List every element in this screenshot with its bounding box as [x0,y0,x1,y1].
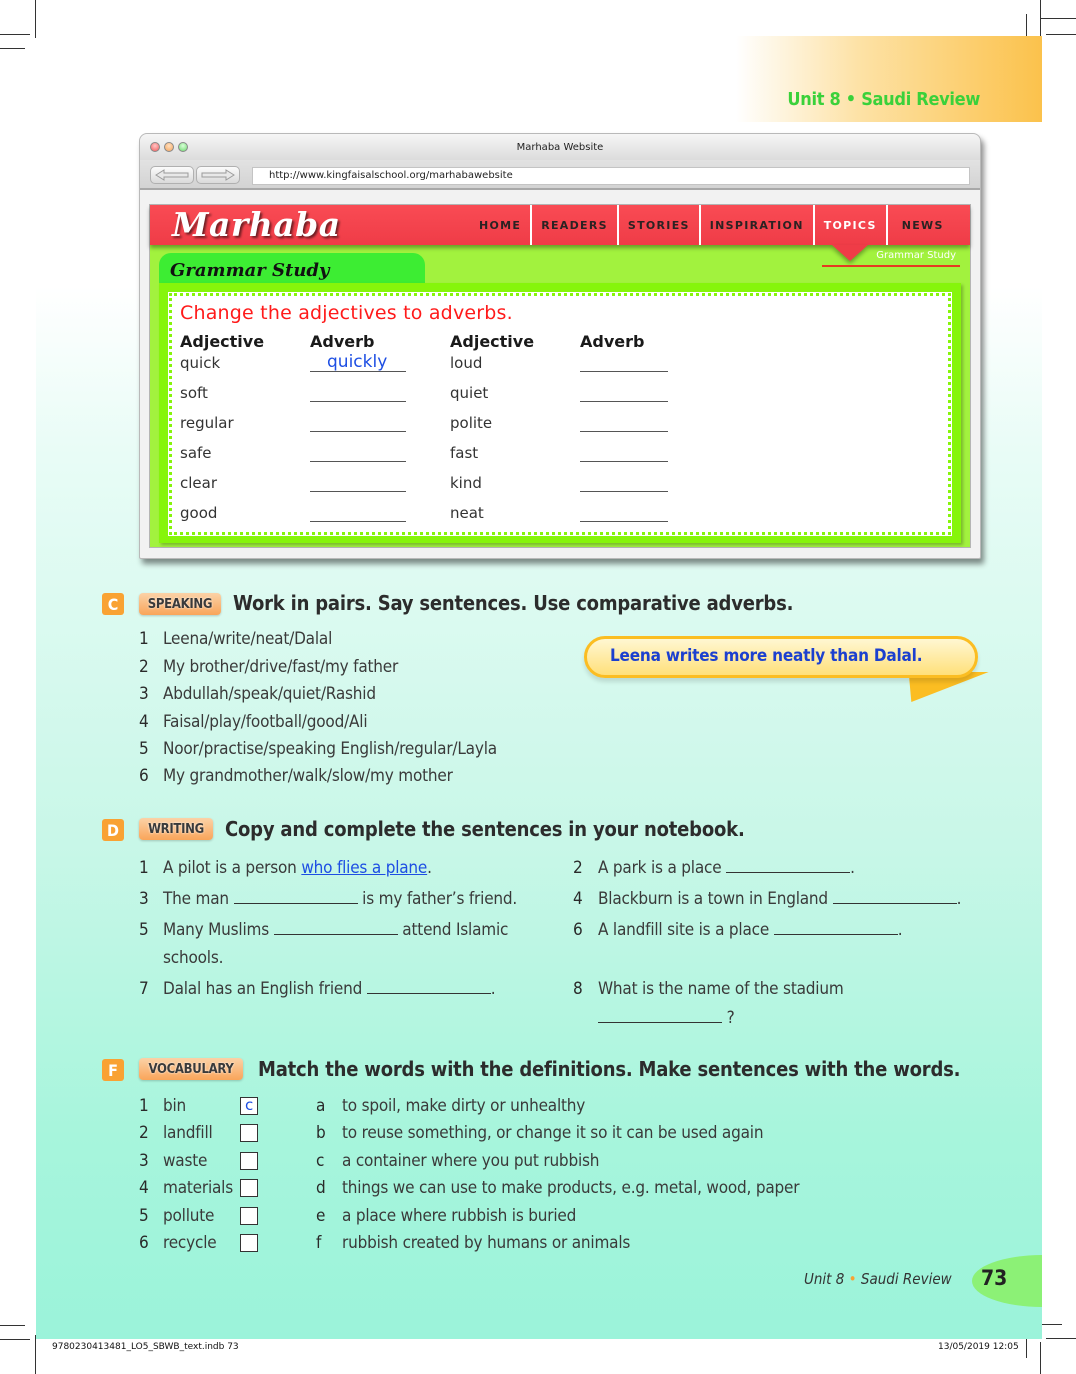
answer-blank[interactable] [726,859,850,873]
forward-button[interactable] [196,166,240,184]
definition-text: to reuse something, or change it so it can be used again [342,1123,764,1143]
answer-box[interactable] [240,1124,258,1142]
writing-tag: WRITING [139,818,213,840]
definition-text: to spoil, make dirty or unhealthy [342,1096,586,1116]
sentence-end: . [897,920,903,940]
vocab-word: pollute [163,1206,215,1226]
item-number: 8 [573,979,583,999]
vocab-word: materials [163,1178,234,1198]
item-number: 6 [573,920,583,940]
sentence-start: Blackburn is a town in England [598,889,833,909]
definition-letter: e [316,1206,326,1226]
adverb-blank[interactable] [310,521,406,522]
crop-mark [1040,1342,1041,1374]
crop-mark [1026,14,1027,36]
sentence-end: . [427,858,432,878]
definition-text: a container where you put rubbish [342,1151,600,1171]
sentence-start: A park is a place [598,858,727,878]
sentence-end: attend Islamic [397,920,509,940]
footer-dot: • [848,1270,857,1288]
writing-item [598,920,902,940]
sentence-end: is my father’s friend. [357,889,518,909]
vocab-word: bin [163,1096,187,1116]
answer-box[interactable] [240,1152,258,1170]
item-number: 2 [573,858,583,878]
sentence-end: . [850,858,855,878]
sentence-start: Dalal has an English friend [163,979,367,999]
nav-readers[interactable]: READERS [532,205,619,245]
print-slug-file: 9780230413481_LO5_SBWB_text.indb 73 [52,1342,239,1352]
footer-title: Saudi Review [860,1270,952,1288]
section-f-title: Match the words with the definitions. Make sentences with the words. [258,1057,961,1081]
exercise-instruction: Change the adjectives to adverbs. [180,302,513,324]
answer-box[interactable] [240,1234,258,1252]
print-slug-date: 13/05/2019 12:05 [938,1342,1019,1352]
adjective-cell: kind [450,474,482,492]
adverb-blank[interactable] [310,491,406,492]
breadcrumb[interactable]: Grammar Study [876,250,956,261]
definition-letter: a [316,1096,326,1116]
adjective-cell: neat [450,504,484,522]
sentence-end: . [956,889,962,909]
grammar-study-title: Grammar Study [170,260,330,281]
writing-item [163,979,495,999]
adjective-cell: quiet [450,384,489,402]
definition-letter: b [316,1123,326,1143]
item-number: 5 [139,1206,149,1226]
column-header-adverb: Adverb [580,332,645,351]
answer-blank[interactable] [274,921,398,935]
nav-home[interactable]: HOME [470,205,532,245]
item-number: 6 [139,766,149,786]
crop-mark [0,1339,30,1340]
grammar-exercise [169,293,951,535]
adjective-cell: loud [450,354,483,372]
speaking-item: Leena/write/neat/Dalal [163,629,333,649]
unit-header-banner [736,36,1042,122]
sentence-end: ? [722,1008,735,1028]
breadcrumb-underline [822,265,960,267]
item-number: 5 [139,739,149,759]
vocabulary-tag: VOCABULARY [139,1058,243,1080]
adverb-blank[interactable] [580,371,668,372]
section-d-letter: D [102,819,124,841]
vocab-word: landfill [163,1123,213,1143]
answer-blank[interactable] [833,890,957,904]
crop-mark [0,34,30,35]
sentence-start: A pilot is a person [163,858,302,878]
item-number: 5 [139,920,149,940]
item-number: 7 [139,979,149,999]
item-number: 1 [139,629,149,649]
adjective-cell: polite [450,414,493,432]
vocab-word: recycle [163,1233,217,1253]
arrow-left-icon [154,169,190,181]
website-content [149,204,971,548]
section-c-title: Work in pairs. Say sentences. Use comparative adverbs. [233,591,794,615]
nav-inspiration[interactable]: INSPIRATION [701,205,815,245]
nav-stories[interactable]: STORIES [619,205,701,245]
browser-toolbar [140,160,980,190]
crop-mark [1046,34,1076,35]
speaking-item: Abdullah/speak/quiet/Rashid [163,684,376,704]
site-nav [470,205,953,245]
unit-header-label: Unit 8 • Saudi Review [787,89,980,110]
item-number: 1 [139,858,149,878]
item-number: 3 [139,684,149,704]
browser-titlebar [140,134,980,160]
section-c-letter: C [102,593,124,615]
definition-text: things we can use to make products, e.g. metal, wood, paper [342,1178,800,1198]
crop-mark [35,0,36,38]
example-sentence: Leena writes more neatly than Dalal. [610,646,923,666]
site-logo[interactable]: Marhaba [172,205,341,244]
back-button[interactable] [150,166,194,184]
adverb-blank[interactable] [310,431,406,432]
item-number: 4 [573,889,583,909]
item-number: 3 [139,1151,149,1171]
item-number: 3 [139,889,149,909]
item-number: 6 [139,1233,149,1253]
nav-news[interactable]: NEWS [901,218,944,232]
definition-text: a place where rubbish is buried [342,1206,577,1226]
adjective-cell: good [180,504,218,522]
column-header-adjective: Adjective [450,332,535,351]
sentence-end: . [490,979,496,999]
writing-item [163,858,432,878]
adjective-cell: regular [180,414,234,432]
crop-mark [0,1325,25,1326]
answer-blank[interactable] [234,890,358,904]
item-number: 2 [139,657,149,677]
adjective-cell: fast [450,444,479,462]
address-bar[interactable]: http://www.kingfaisalschool.org/marhabawebsite [252,167,970,185]
speaking-item: My grandmother/walk/slow/my mother [163,766,453,786]
writing-item [598,889,961,909]
sentence-start: The man [163,889,234,909]
definition-text: rubbish created by humans or animals [342,1233,631,1253]
adverb-blank[interactable] [580,431,668,432]
adjective-cell: clear [180,474,218,492]
page-number: 73 [981,1266,1008,1290]
browser-window [139,133,981,559]
definition-letter: d [316,1178,326,1198]
footer-unit-label [804,1270,952,1288]
crop-mark [35,1335,36,1374]
nav-topics[interactable]: TOPICS [815,205,888,245]
adverb-blank[interactable] [580,521,668,522]
adverb-blank[interactable] [310,461,406,462]
section-d-title: Copy and complete the sentences in your notebook. [225,817,745,841]
adverb-blank[interactable] [310,401,406,402]
column-header-adverb: Adverb [310,332,375,351]
answer-blank[interactable] [367,980,491,994]
answer-box-value: c [245,1096,254,1114]
writing-item-continued: schools. [163,948,224,968]
adverb-answer: quickly [327,352,388,372]
window-title: Marhaba Website [516,142,604,153]
speaking-item: Faisal/play/football/good/Ali [163,712,368,732]
item-number: 2 [139,1123,149,1143]
example-answer: who flies a plane [301,858,428,878]
arrow-right-icon [200,169,236,181]
answer-blank[interactable] [774,921,898,935]
grammar-panel [159,283,961,543]
site-header [150,205,970,245]
adjective-cell: soft [180,384,208,402]
answer-blank[interactable] [598,1009,722,1023]
crop-mark [1046,1338,1076,1339]
writing-item: What is the name of the stadium [598,979,844,999]
sentence-start: A landfill site is a place [598,920,774,940]
vocab-word: waste [163,1151,208,1171]
writing-item [163,920,508,940]
section-f-letter: F [102,1059,124,1081]
footer-unit: Unit 8 [804,1270,845,1288]
writing-item [598,858,855,878]
answer-box[interactable] [240,1179,258,1197]
answer-box[interactable] [240,1207,258,1225]
crop-mark [1040,0,1041,38]
speaking-item: Noor/practise/speaking English/regular/Layla [163,739,497,759]
page-edge [1042,1240,1076,1320]
writing-item-continued [598,1008,735,1028]
speaking-tag: SPEAKING [139,593,221,615]
adverb-blank[interactable] [580,401,668,402]
crop-mark [0,48,25,49]
column-header-adjective: Adjective [180,332,265,351]
adjective-cell: quick [180,354,221,372]
writing-item [163,889,517,909]
crop-mark [1040,18,1076,19]
adverb-blank[interactable] [580,461,668,462]
speaking-item: My brother/drive/fast/my father [163,657,399,677]
definition-letter: f [316,1233,322,1253]
sentence-start: Many Muslims [163,920,274,940]
item-number: 4 [139,1178,149,1198]
definition-letter: c [316,1151,325,1171]
adjective-cell: safe [180,444,212,462]
item-number: 4 [139,712,149,732]
item-number: 1 [139,1096,149,1116]
adverb-blank[interactable] [580,491,668,492]
